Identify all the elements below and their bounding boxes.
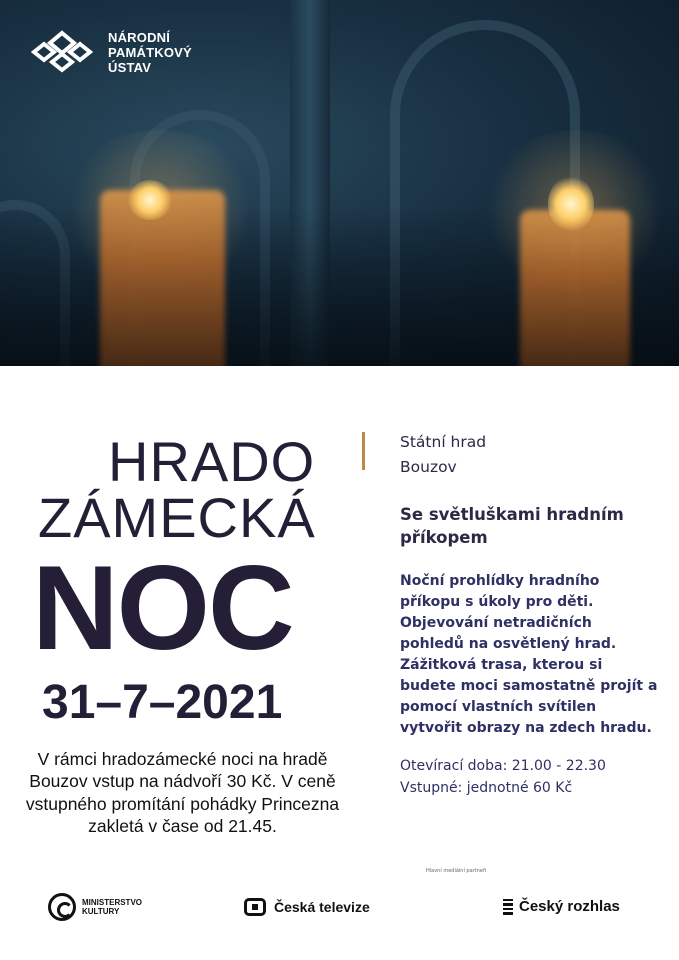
ministry-logo-icon	[48, 893, 76, 921]
event-title-line-2: ZÁMECKÁ	[38, 486, 316, 549]
venue-divider	[362, 432, 365, 470]
event-date: 31–7–2021	[42, 676, 283, 729]
candle-right	[520, 210, 630, 366]
cr-logo-icon	[503, 899, 513, 915]
ministry-line-1: MINISTERSTVO	[82, 898, 143, 907]
event-title-line-1: HRADO	[108, 430, 316, 493]
ministry-of-culture-logo	[48, 893, 142, 921]
venue-line-1: Státní hrad	[400, 433, 487, 451]
admission-price: Vstupné: jednotné 60 Kč	[400, 780, 573, 796]
program-subtitle: Se světluškami hradním příkopem	[400, 505, 624, 547]
ct-logo-icon	[244, 898, 266, 916]
hero-photo-candles	[0, 0, 679, 366]
media-partners-label: Hlavní mediální partneři	[426, 868, 487, 874]
cr-name: Český rozhlas	[519, 898, 620, 915]
npu-diamond-logo-icon	[30, 30, 94, 76]
ministry-line-2: KULTURY	[82, 907, 120, 916]
cesky-rozhlas-logo	[503, 898, 620, 915]
ct-name: Česká televize	[274, 899, 370, 915]
npu-line-2: PAMÁTKOVÝ	[108, 45, 192, 60]
ceska-televize-logo	[244, 898, 370, 916]
npu-line-1: NÁRODNÍ	[108, 30, 171, 45]
flame-left	[128, 180, 172, 220]
flame-right	[548, 176, 594, 232]
event-title-line-3: NOC	[32, 541, 293, 675]
npu-name	[108, 30, 192, 75]
program-info	[400, 755, 606, 799]
venue-line-2: Bouzov	[400, 458, 457, 476]
entry-info-text: V rámci hradozámecké noci na hradě Bouzov vstup na nádvoří 30 Kč. V ceně vstupného promítání pohádky Princezna zakletá v čase od 21.45.	[25, 749, 340, 837]
venue-name	[400, 430, 486, 480]
program-description: Noční prohlídky hradního příkopu s úkoly pro děti. Objevování netradičních pohledů na osvětlený hrad. Zážitková trasa, kterou si budete moci samostatně projít a pomocí vlastních svítilen vytvořit obrazy na zdech hradu.	[400, 573, 658, 736]
opening-hours: Otevírací doba: 21.00 - 22.30	[400, 758, 606, 774]
npu-line-3: ÚSTAV	[108, 60, 152, 75]
